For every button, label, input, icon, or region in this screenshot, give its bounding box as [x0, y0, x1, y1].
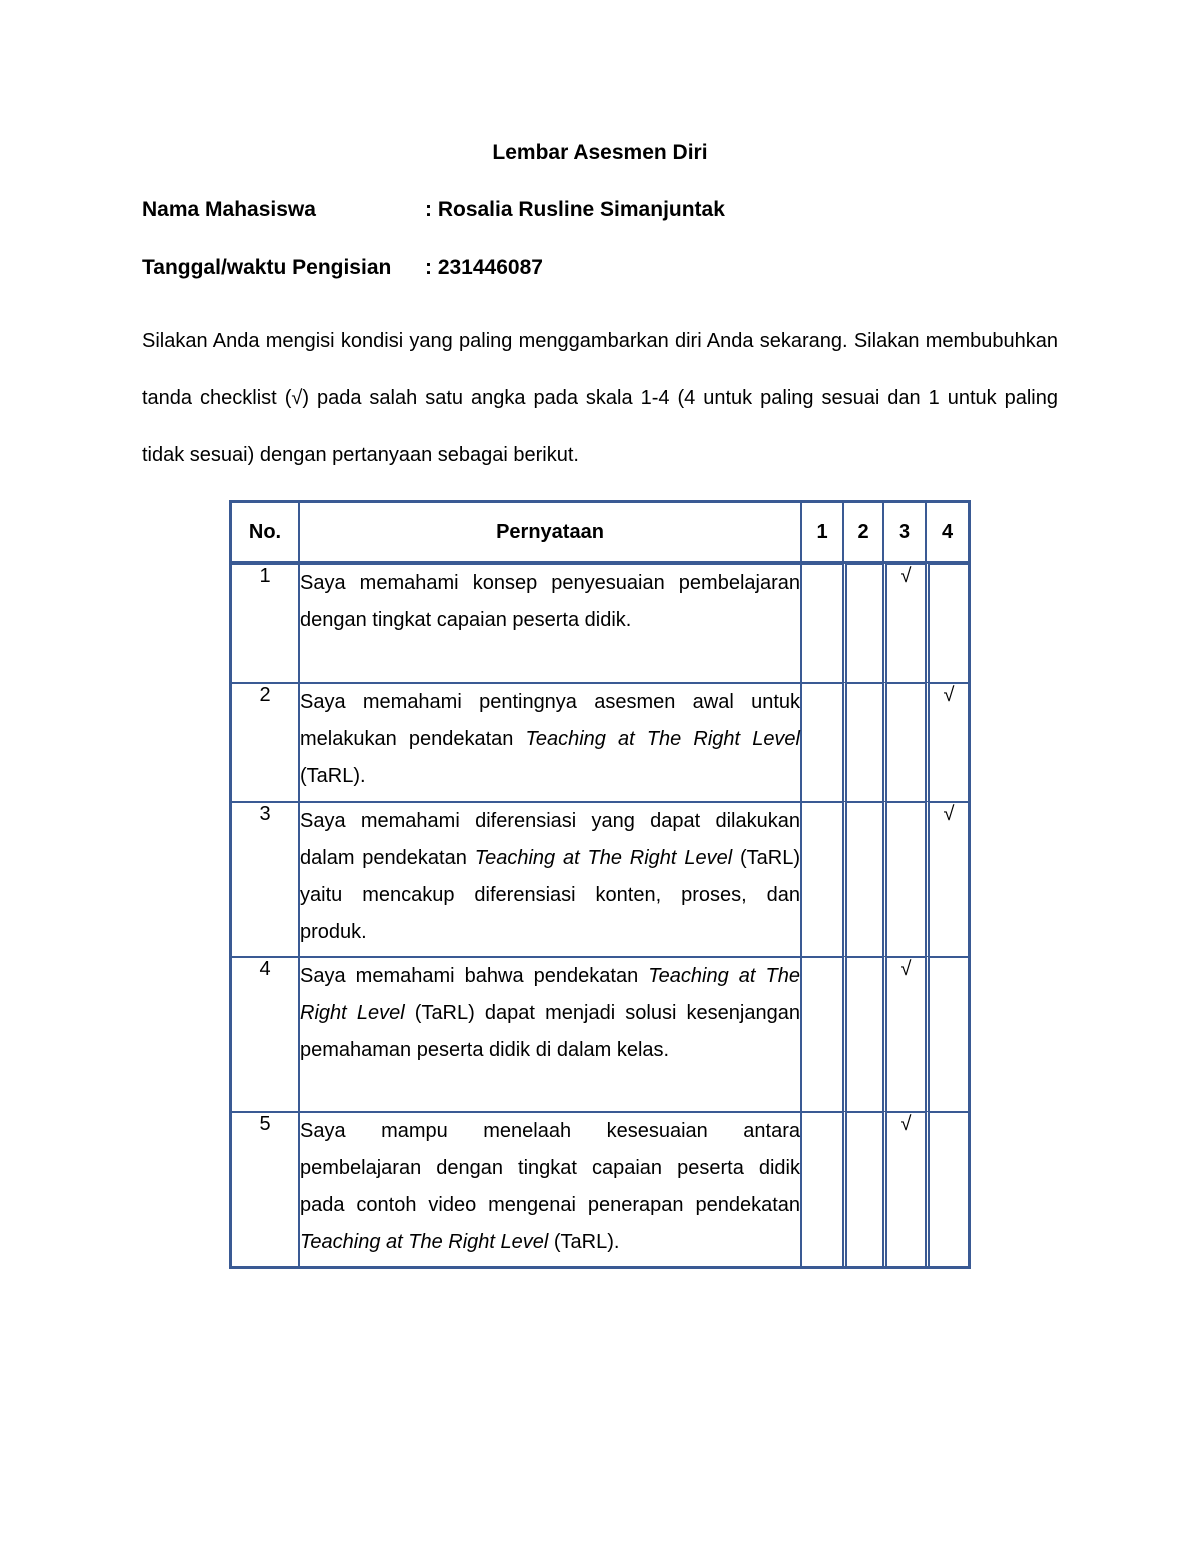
fill-date-value: : 231446087 [425, 256, 543, 279]
check-mark: √ [900, 1113, 912, 1135]
row-statement [298, 1111, 800, 1266]
document-title: Lembar Asesmen Diri [492, 141, 708, 164]
scale-3-cell[interactable] [882, 563, 925, 682]
scale-4-cell[interactable] [925, 956, 968, 1111]
scale-3-cell[interactable] [882, 1111, 925, 1266]
table-header-row [232, 503, 968, 563]
scale-4-cell[interactable] [925, 801, 968, 956]
scale-2-cell[interactable] [842, 1111, 882, 1266]
row-number: 3 [232, 801, 298, 956]
row-statement [298, 682, 800, 801]
row-statement [298, 801, 800, 956]
scale-1-cell[interactable] [800, 956, 842, 1111]
statement-italic-text: Teaching at The Right Level [300, 1231, 549, 1253]
statement-italic-text: Teaching at The Right Level [474, 847, 733, 869]
table-row [232, 956, 968, 1111]
check-mark: √ [900, 565, 912, 587]
scale-2-cell[interactable] [842, 801, 882, 956]
scale-3-cell[interactable] [882, 956, 925, 1111]
row-number: 5 [232, 1111, 298, 1266]
student-name-value: : Rosalia Rusline Simanjuntak [425, 198, 725, 221]
instructions-text: Silakan Anda mengisi kondisi yang paling menggambarkan diri Anda sekarang. Silakan membubuhkan tanda checklist (√) pada salah satu angka pada skala 1-4 (4 untuk paling sesuai dan 1 untuk paling tidak sesuai) dengan pertanyaan sebagai berikut. [142, 330, 1058, 466]
scale-1-cell[interactable] [800, 563, 842, 682]
table-row [232, 1111, 968, 1266]
statement-text: (TaRL) yaitu mencakup diferensiasi konten, proses, dan produk. [300, 847, 800, 943]
row-number: 4 [232, 956, 298, 1111]
scale-3-cell[interactable] [882, 682, 925, 801]
header-no: No. [232, 503, 298, 563]
row-number: 2 [232, 682, 298, 801]
header-statement: Pernyataan [298, 503, 800, 563]
student-name-label: Nama Mahasiswa [142, 198, 316, 221]
row-statement [298, 563, 800, 682]
scale-1-cell[interactable] [800, 801, 842, 956]
scale-2-cell[interactable] [842, 563, 882, 682]
statement-text: (TaRL). [548, 1231, 620, 1253]
statement-text: (TaRL) dapat menjadi solusi kesenjangan pemahaman peserta didik di dalam kelas. [300, 1002, 800, 1061]
row-number: 1 [232, 563, 298, 682]
statement-text: Saya mampu menelaah kesesuaian antara pembelajaran dengan tingkat capaian peserta didik pada contoh video mengenai penerapan pendekatan [300, 1120, 800, 1216]
table-row [232, 563, 968, 682]
statement-italic-text: Teaching at The Right Level [300, 965, 800, 1024]
statement-text: Saya memahami bahwa pendekatan [300, 965, 649, 987]
fill-date-row [142, 256, 543, 280]
scale-2-cell[interactable] [842, 956, 882, 1111]
student-name-row [142, 198, 725, 222]
check-mark: √ [943, 803, 955, 825]
scale-4-cell[interactable] [925, 1111, 968, 1266]
statement-text: Saya memahami pentingnya asesmen awal untuk melakukan pendekatan [300, 691, 800, 750]
fill-date-label: Tanggal/waktu Pengisian [142, 256, 392, 279]
statement-text: Saya memahami konsep penyesuaian pembelajaran dengan tingkat capaian peserta didik. [300, 572, 800, 631]
table-body [232, 563, 968, 1266]
scale-1-cell[interactable] [800, 1111, 842, 1266]
table-row [232, 682, 968, 801]
scale-2-cell[interactable] [842, 682, 882, 801]
check-mark: √ [900, 958, 912, 980]
header-scale-2: 2 [842, 503, 882, 563]
header-scale-3: 3 [882, 503, 925, 563]
table-row [232, 801, 968, 956]
scale-1-cell[interactable] [800, 682, 842, 801]
scale-4-cell[interactable] [925, 563, 968, 682]
scale-3-cell[interactable] [882, 801, 925, 956]
instructions [142, 313, 1058, 484]
assessment-table [229, 500, 971, 1269]
statement-italic-text: Teaching at The Right Level [525, 728, 801, 750]
scale-4-cell[interactable] [925, 682, 968, 801]
header-scale-1: 1 [800, 503, 842, 563]
header-scale-4: 4 [925, 503, 968, 563]
statement-text: (TaRL). [300, 765, 366, 787]
row-statement [298, 956, 800, 1111]
statement-text: Saya memahami diferensiasi yang dapat dilakukan dalam pendekatan [300, 810, 800, 869]
check-mark: √ [943, 684, 955, 706]
